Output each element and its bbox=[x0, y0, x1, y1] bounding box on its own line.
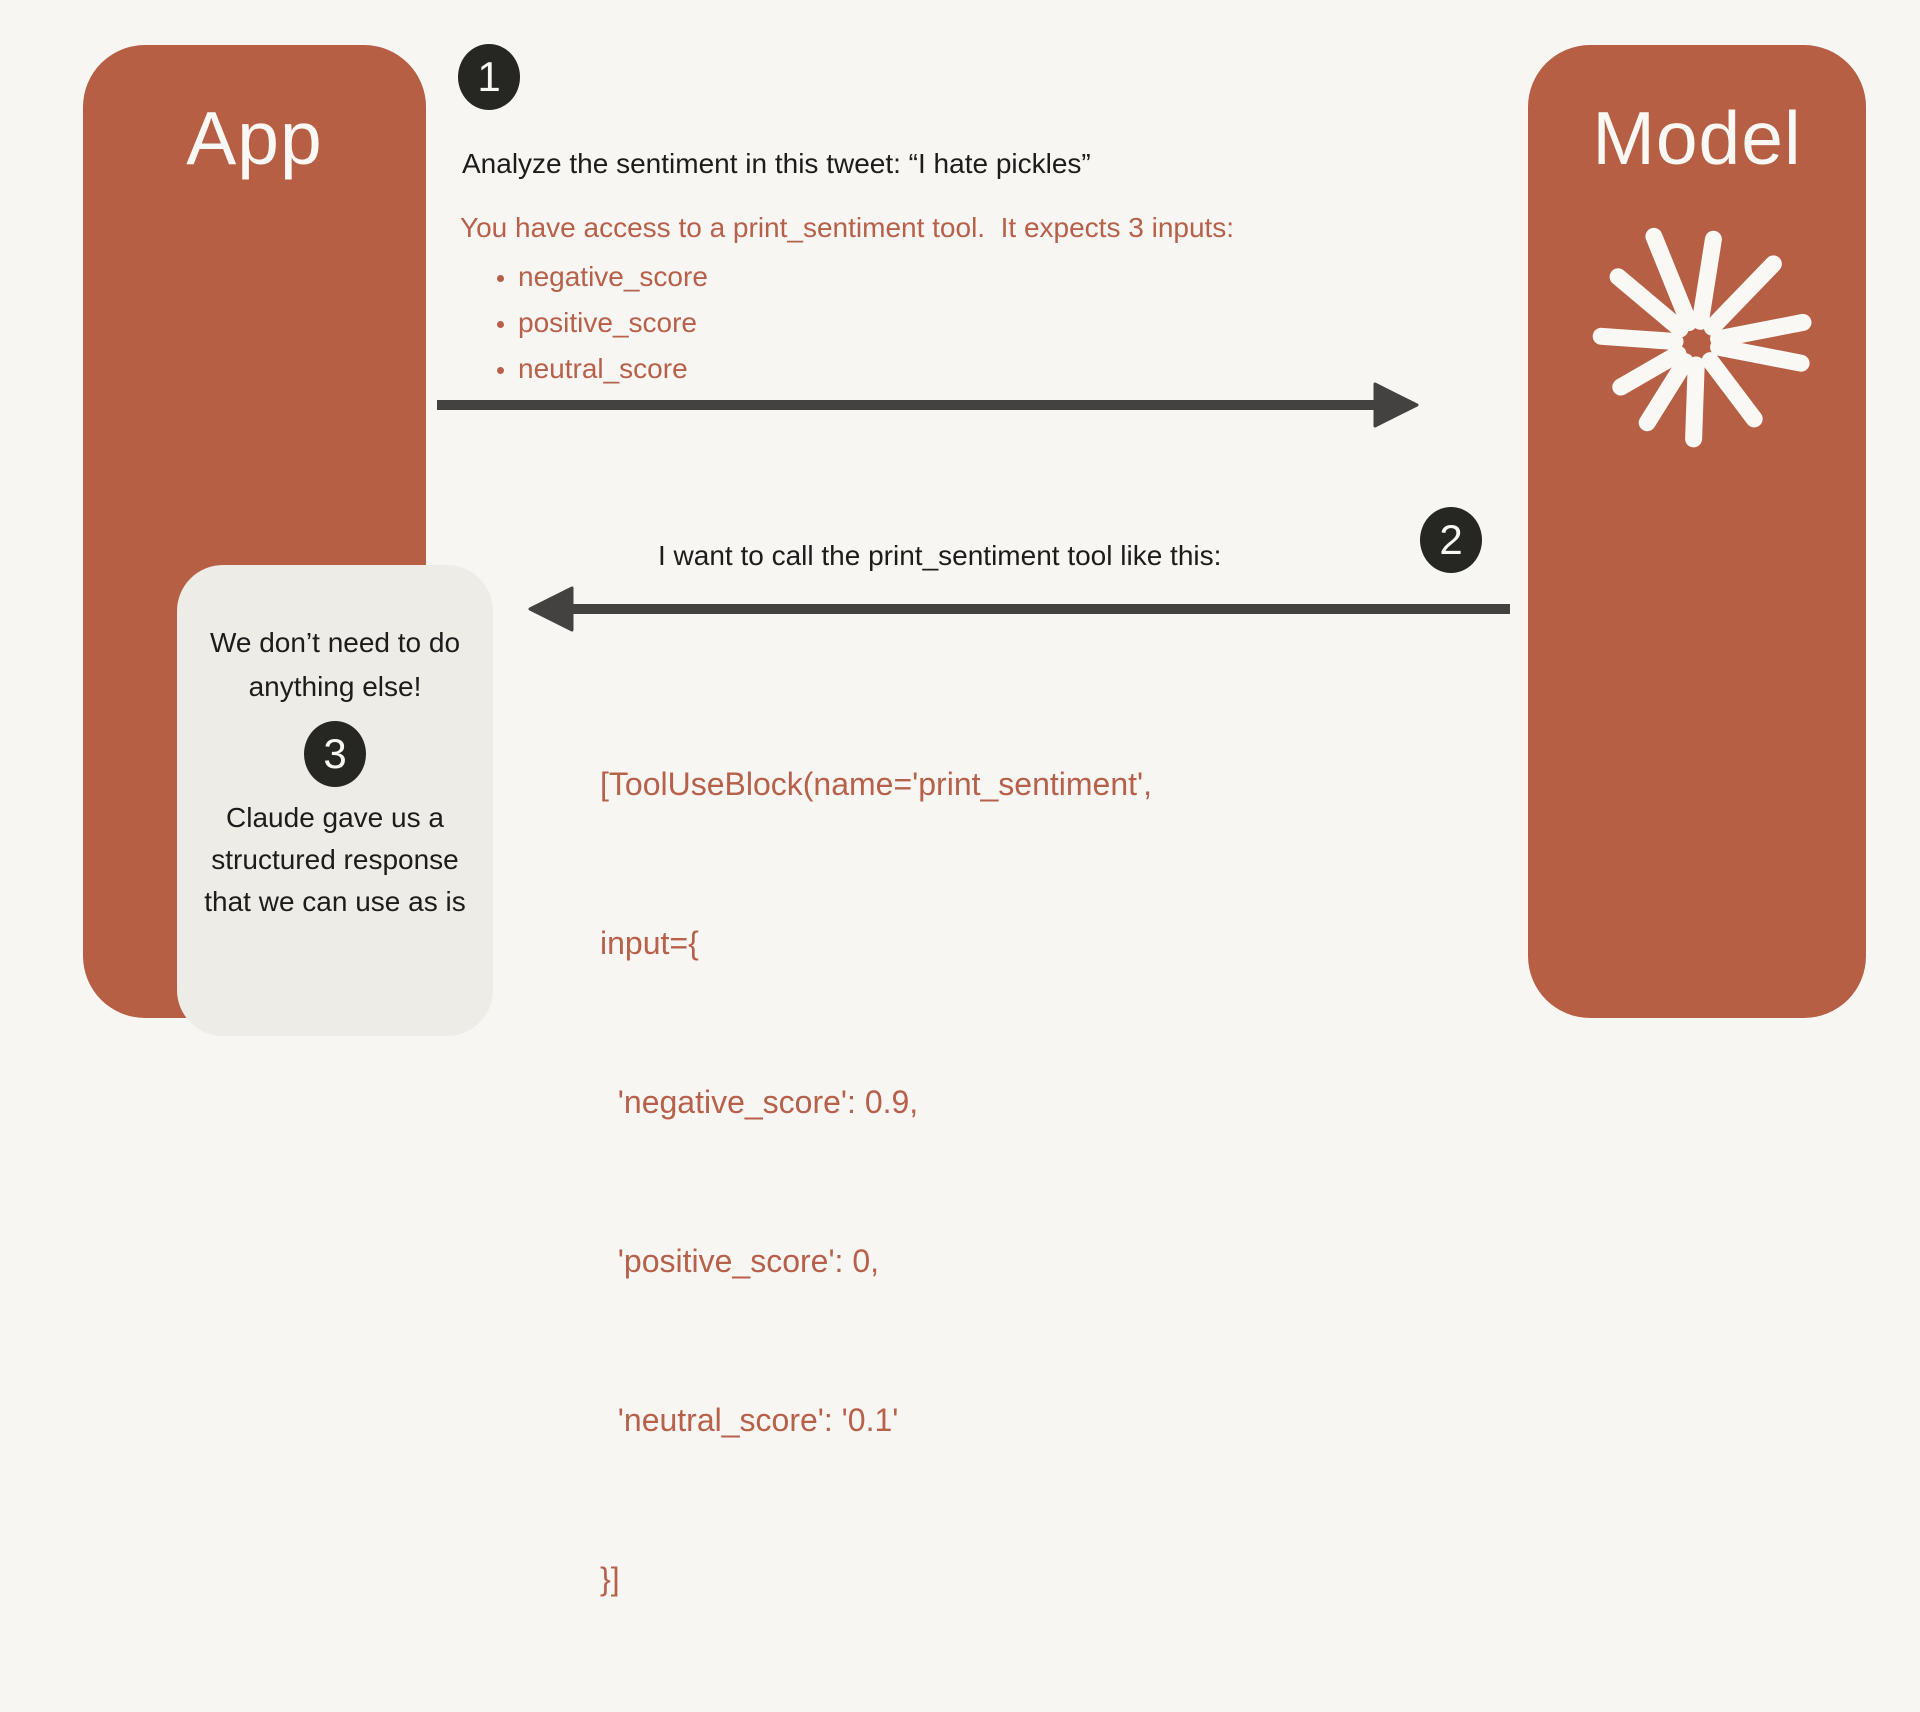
step2-badge: 2 bbox=[1420, 507, 1482, 573]
response-arrow-left-icon bbox=[524, 586, 1514, 637]
step3-note-card bbox=[177, 565, 493, 1036]
step3-note-top: We don’t need to do anything else! bbox=[209, 627, 461, 702]
code-line: 'negative_score': 0.9, bbox=[600, 1084, 919, 1120]
app-panel bbox=[83, 45, 466, 1018]
step3-badge: 3 bbox=[304, 721, 366, 787]
tool-input-item: • neutral_score bbox=[518, 346, 708, 392]
step1-message: Analyze the sentiment in this tweet: “I hate pickles” bbox=[462, 148, 1091, 179]
code-line: 'neutral_score': '0.1' bbox=[600, 1402, 899, 1438]
code-line: 'positive_score': 0, bbox=[600, 1243, 880, 1279]
tool-use-code-block bbox=[600, 652, 1152, 1712]
step2-message: I want to call the print_sentiment tool like this: bbox=[658, 540, 1222, 571]
code-line: }] bbox=[600, 1561, 620, 1597]
code-line: input={ bbox=[600, 925, 699, 961]
request-arrow-right-icon bbox=[435, 382, 1423, 433]
step3-note-bottom: Claude gave us a structured response that we can use as is bbox=[204, 802, 466, 917]
step1-badge: 1 bbox=[458, 44, 520, 110]
step1-tool-intro: You have access to a print_sentiment tool. It expects 3 inputs: bbox=[460, 212, 1235, 243]
step1-tool-inputs-list bbox=[476, 254, 708, 392]
model-panel-title: Model bbox=[1592, 96, 1802, 180]
app-panel-title: App bbox=[186, 96, 323, 180]
code-line: [ToolUseBlock(name='print_sentiment', bbox=[600, 766, 1153, 802]
model-panel bbox=[1528, 45, 1866, 1018]
tool-input-item: • negative_score bbox=[518, 254, 708, 300]
tool-input-item: • positive_score bbox=[518, 300, 708, 346]
claude-spark-icon bbox=[1577, 223, 1817, 468]
